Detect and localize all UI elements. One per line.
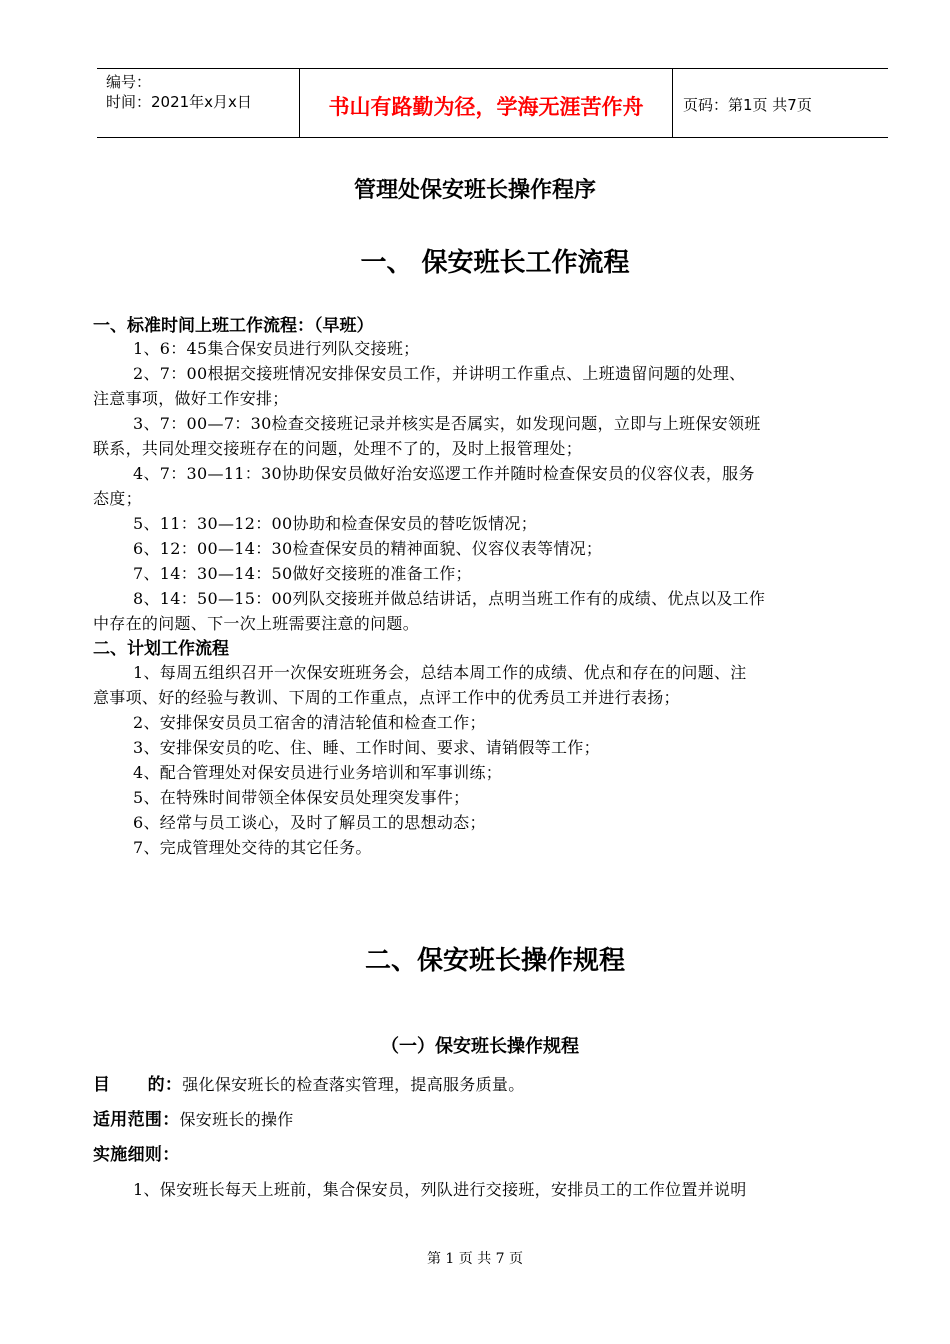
header-motto-cell — [299, 69, 673, 137]
document-header — [97, 68, 888, 138]
part1-line: 3、7：00—7：30检查交接班记录并核实是否属实，如发现问题，立即与上班保安领班 — [133, 414, 761, 433]
document-title: 管理处保安班长操作程序 — [353, 178, 596, 203]
part1-line: 8、14：50—15：00列队交接班并做总结讲话，点明当班工作有的成绩、优点以及工作 — [133, 589, 766, 608]
part1-line: 7、14：30—14：50做好交接班的准备工作； — [133, 564, 472, 583]
part2-line: 2、安排保安员员工宿舍的清洁轮值和检查工作； — [133, 713, 486, 732]
header-meta-cell — [97, 69, 299, 137]
page-footer: 第 1 页 共 7 页 — [426, 1251, 524, 1267]
part2-line: 6、经常与员工谈心，及时了解员工的思想动态； — [133, 813, 486, 832]
section2-heading: 二、保安班长操作规程 — [364, 946, 625, 976]
part2-line: 意事项、好的经验与教训、下周的工作重点，点评工作中的优秀员工并进行表扬； — [93, 688, 680, 707]
part2-line: 7、完成管理处交待的其它任务。 — [133, 838, 372, 857]
page-info: 页码：第1页 共7页 — [683, 96, 812, 114]
header-page-cell — [673, 69, 888, 137]
part2-line: 5、在特殊时间带领全体保安员处理突发事件； — [133, 788, 470, 807]
part1-line: 态度； — [93, 489, 142, 508]
part1-line: 5、11：30—12：00协助和检查保安员的替吃饭情况； — [133, 514, 538, 533]
part2-heading: 二、计划工作流程 — [93, 639, 229, 659]
purpose-label: 目 的： — [93, 1075, 183, 1095]
details-row — [93, 1140, 180, 1165]
part1-line: 联系，共同处理交接班存在的问题，处理不了的，及时上报管理处； — [93, 439, 583, 458]
part1-heading: 一、标准时间上班工作流程：（早班） — [93, 316, 374, 336]
purpose-row — [93, 1070, 525, 1095]
part2-line: 4、配合管理处对保安员进行业务培训和军事训练； — [133, 763, 503, 782]
part1-line: 4、7：30—11：30协助保安员做好治安巡逻工作并随时检查保安员的仪容仪表，服务 — [133, 464, 755, 483]
details-label: 实施细则： — [93, 1145, 180, 1165]
scope-label: 适用范围： — [93, 1110, 180, 1130]
code-label: 编号： — [106, 73, 152, 91]
scope-text: 保安班长的操作 — [179, 1110, 294, 1129]
time-label: 时间：2021年x月x日 — [106, 93, 252, 111]
scope-row — [93, 1105, 294, 1130]
purpose-text: 强化保安班长的检查落实管理，提高服务质量。 — [182, 1075, 525, 1094]
part1-line: 中存在的问题、下一次上班需要注意的问题。 — [93, 614, 420, 633]
detail-line: 1、保安班长每天上班前，集合保安员，列队进行交接班，安排员工的工作位置并说明 — [133, 1180, 747, 1199]
part2-line: 3、安排保安员的吃、住、睡、工作时间、要求、请销假等工作； — [133, 738, 600, 757]
part1-line: 1、6：45集合保安员进行列队交接班； — [133, 339, 420, 358]
section2-subheading: （一）保安班长操作规程 — [381, 1036, 579, 1057]
section1-heading: 一、 保安班长工作流程 — [360, 248, 630, 278]
part1-line: 6、12：00—14：30检查保安员的精神面貌、仪容仪表等情况； — [133, 539, 603, 558]
motto: 书山有路勤为径，学海无涯苦作舟 — [328, 95, 644, 119]
part1-line: 注意事项，做好工作安排； — [93, 389, 289, 408]
part1-line: 2、7：00根据交接班情况安排保安员工作，并讲明工作重点、上班遗留问题的处理、 — [133, 364, 746, 383]
part2-line: 1、每周五组织召开一次保安班班务会，总结本周工作的成绩、优点和存在的问题、注 — [133, 663, 747, 682]
